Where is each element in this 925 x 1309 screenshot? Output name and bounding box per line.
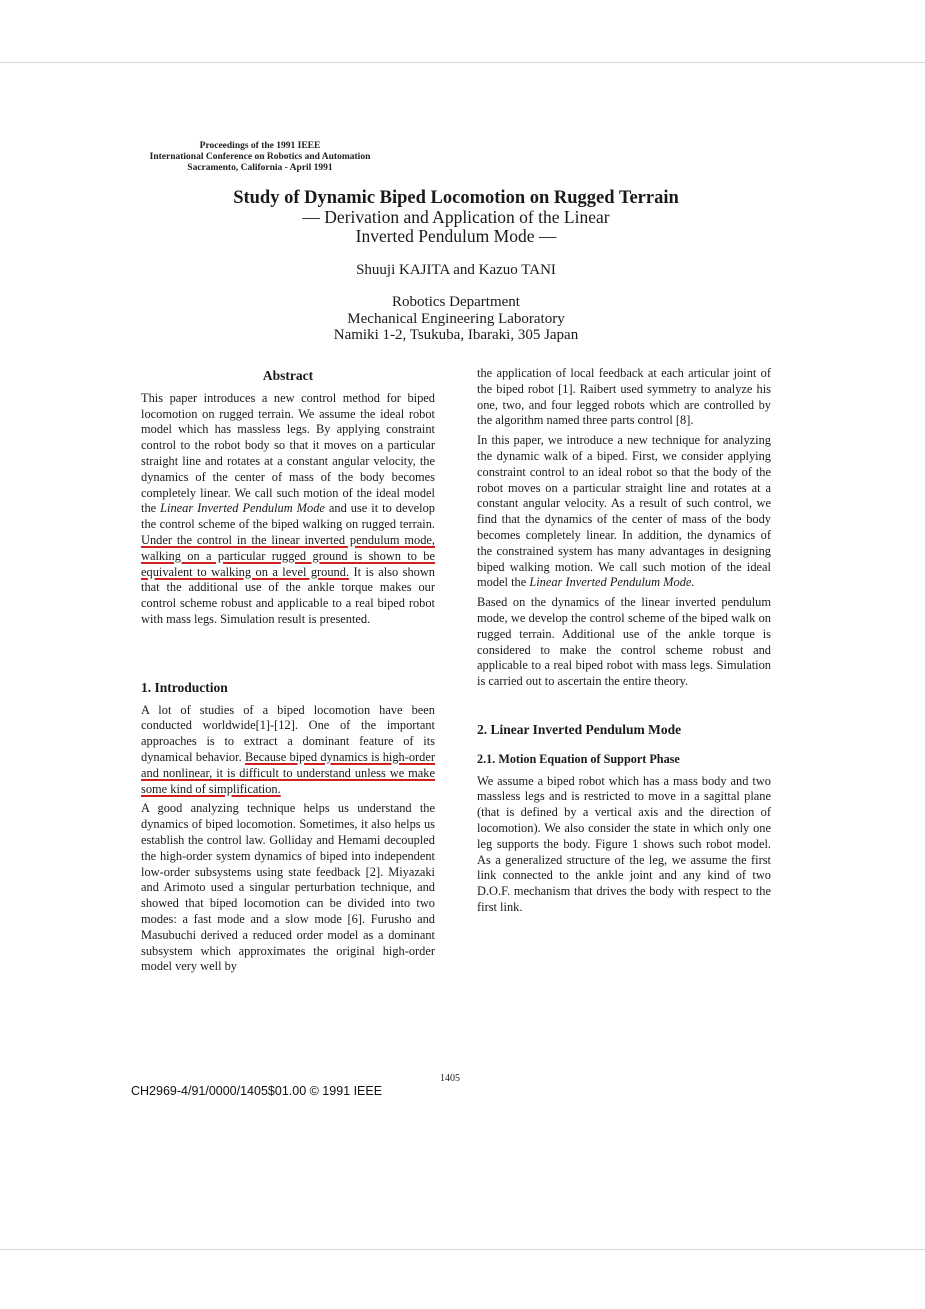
intro-p4-text: In this paper, we introduce a new technique for analyzing the dynamic walk of a biped. First, we consider applying constraint control to an ideal robot so that the body of the robot moves on a particular straight line and rotates at a constant angular velocity. As a result of such control, we find that the dynamics of the center of mass of the body becomes completely linear. In addition, the dynamics of the constrained system has many advantages in designing biped walking motion. We call such motion of the ideal model the bbox=[477, 433, 771, 590]
abstract-text bbox=[141, 391, 435, 628]
intro-p4-mode-name: Linear Inverted Pendulum Mode. bbox=[529, 575, 695, 590]
affiliation-line-1: Robotics Department bbox=[392, 294, 520, 310]
affiliation-line-3: Namiki 1-2, Tsukuba, Ibaraki, 305 Japan bbox=[333, 327, 579, 343]
proceedings-line-2: International Conference on Robotics and Automation bbox=[149, 152, 371, 162]
abstract-part-1: This paper introduces a new control method for biped locomotion on rugged terrain. We assume the ideal robot model which has massless legs. By applying constraint control to the robot body so that it moves on a particular straight line and rotates at a constant angular velocity, the dynamics of the center of mass of the body becomes completely linear. We call such motion of the ideal model the bbox=[141, 390, 435, 516]
title-subtitle-2: Inverted Pendulum Mode — bbox=[355, 226, 557, 246]
intro-paragraph-4 bbox=[477, 433, 771, 591]
copyright-line: CH2969-4/91/0000/1405$01.00 © 1991 IEEE bbox=[131, 1084, 383, 1098]
intro-paragraph-1 bbox=[141, 703, 435, 798]
top-scan-edge bbox=[0, 62, 925, 63]
affiliation bbox=[200, 294, 712, 344]
intro-p1-text: A lot of studies of a biped locomotion have been conducted worldwide[1]-[12]. One of the important approaches is to extract a dominant feature of its dynamical behavior. bbox=[141, 702, 435, 764]
title-main: Study of Dynamic Biped Locomotion on Rugged Terrain bbox=[233, 188, 679, 208]
intro-heading: 1. Introduction bbox=[141, 679, 228, 695]
intro-paragraph-5: Based on the dynamics of the linear inverted pendulum mode, we develop the control scheme of the biped walk on rugged terrain. Additional use of the ankle torque is considered to make the control scheme robust and applicable to a real biped robot with mass legs. Simulation is carried out to ascertain the entire theory. bbox=[477, 595, 771, 689]
abstract-highlighted-sentence: Under the control in the linear inverted pendulum mode, walking on a particular rugged ground is shown to be equivalent to walking on a level ground. bbox=[141, 532, 435, 579]
abstract-heading: Abstract bbox=[262, 368, 314, 383]
proceedings-line-3: Sacramento, California - April 1991 bbox=[187, 163, 333, 173]
left-column bbox=[141, 368, 435, 975]
proceedings-header bbox=[140, 141, 380, 174]
paper-title bbox=[200, 188, 712, 246]
bottom-scan-edge bbox=[0, 1249, 925, 1250]
page-number: 1405 bbox=[440, 1073, 460, 1084]
abstract-part-2: and use it to develop the control scheme of the biped walking on rugged terrain. bbox=[141, 501, 435, 532]
authors: Shuuji KAJITA and Kazuo TANI bbox=[356, 262, 556, 278]
right-column bbox=[477, 366, 771, 916]
affiliation-line-2: Mechanical Engineering Laboratory bbox=[347, 310, 565, 327]
section-2-paragraph-1: We assume a biped robot which has a mass body and two massless legs and is restricted to move in a sagittal plane (that is defined by a vertical axis and the direction of locomotion). We also consider the state in which only one leg supports the body. Figure 1 shows such robot model. As a generalized structure of the leg, we assume the first link connected to the ankle joint and any kind of two D.O.F. mechanism that drives the body with respect to the first link. bbox=[477, 773, 771, 914]
proceedings-line-1: Proceedings of the 1991 IEEE bbox=[199, 141, 321, 151]
intro-paragraph-2: A good analyzing technique helps us understand the dynamics of biped locomotion. Sometimes, it also helps us establish the control law. Golliday and Hemami decoupled the high-order system dynamics of biped into independent low-order subsystems using state feedback [2]. Miyazaki and Arimoto used a singular perturbation technique, and showed that biped locomotion can be divided into two modes: a fast mode and a slow mode [6]. Furusho and Masubuchi derived a reduced order model as a dominant subsystem which approximates the original high-order model very well by bbox=[141, 801, 435, 974]
intro-paragraph-3: the application of local feedback at each articular joint of the biped robot [1]. Raibert used symmetry to analyze his one, two, and four legged robots which are controlled by the algorithm named three parts control [8]. bbox=[477, 366, 771, 428]
abstract-part-3: It is also shown that the additional use of the ankle torque makes our control scheme robust and applicable to a real biped robot with mass legs. Simulation result is presented. bbox=[141, 564, 435, 626]
section-2-heading: 2. Linear Inverted Pendulum Mode bbox=[477, 721, 682, 737]
abstract-mode-name: Linear Inverted Pendulum Mode bbox=[160, 501, 325, 516]
intro-highlighted-sentence: Because biped dynamics is high-order and nonlinear, it is difficult to understand unless we make some kind of simplification. bbox=[141, 749, 435, 796]
section-2-1-heading: 2.1. Motion Equation of Support Phase bbox=[477, 751, 680, 766]
title-subtitle-1: — Derivation and Application of the Linear bbox=[302, 207, 610, 227]
